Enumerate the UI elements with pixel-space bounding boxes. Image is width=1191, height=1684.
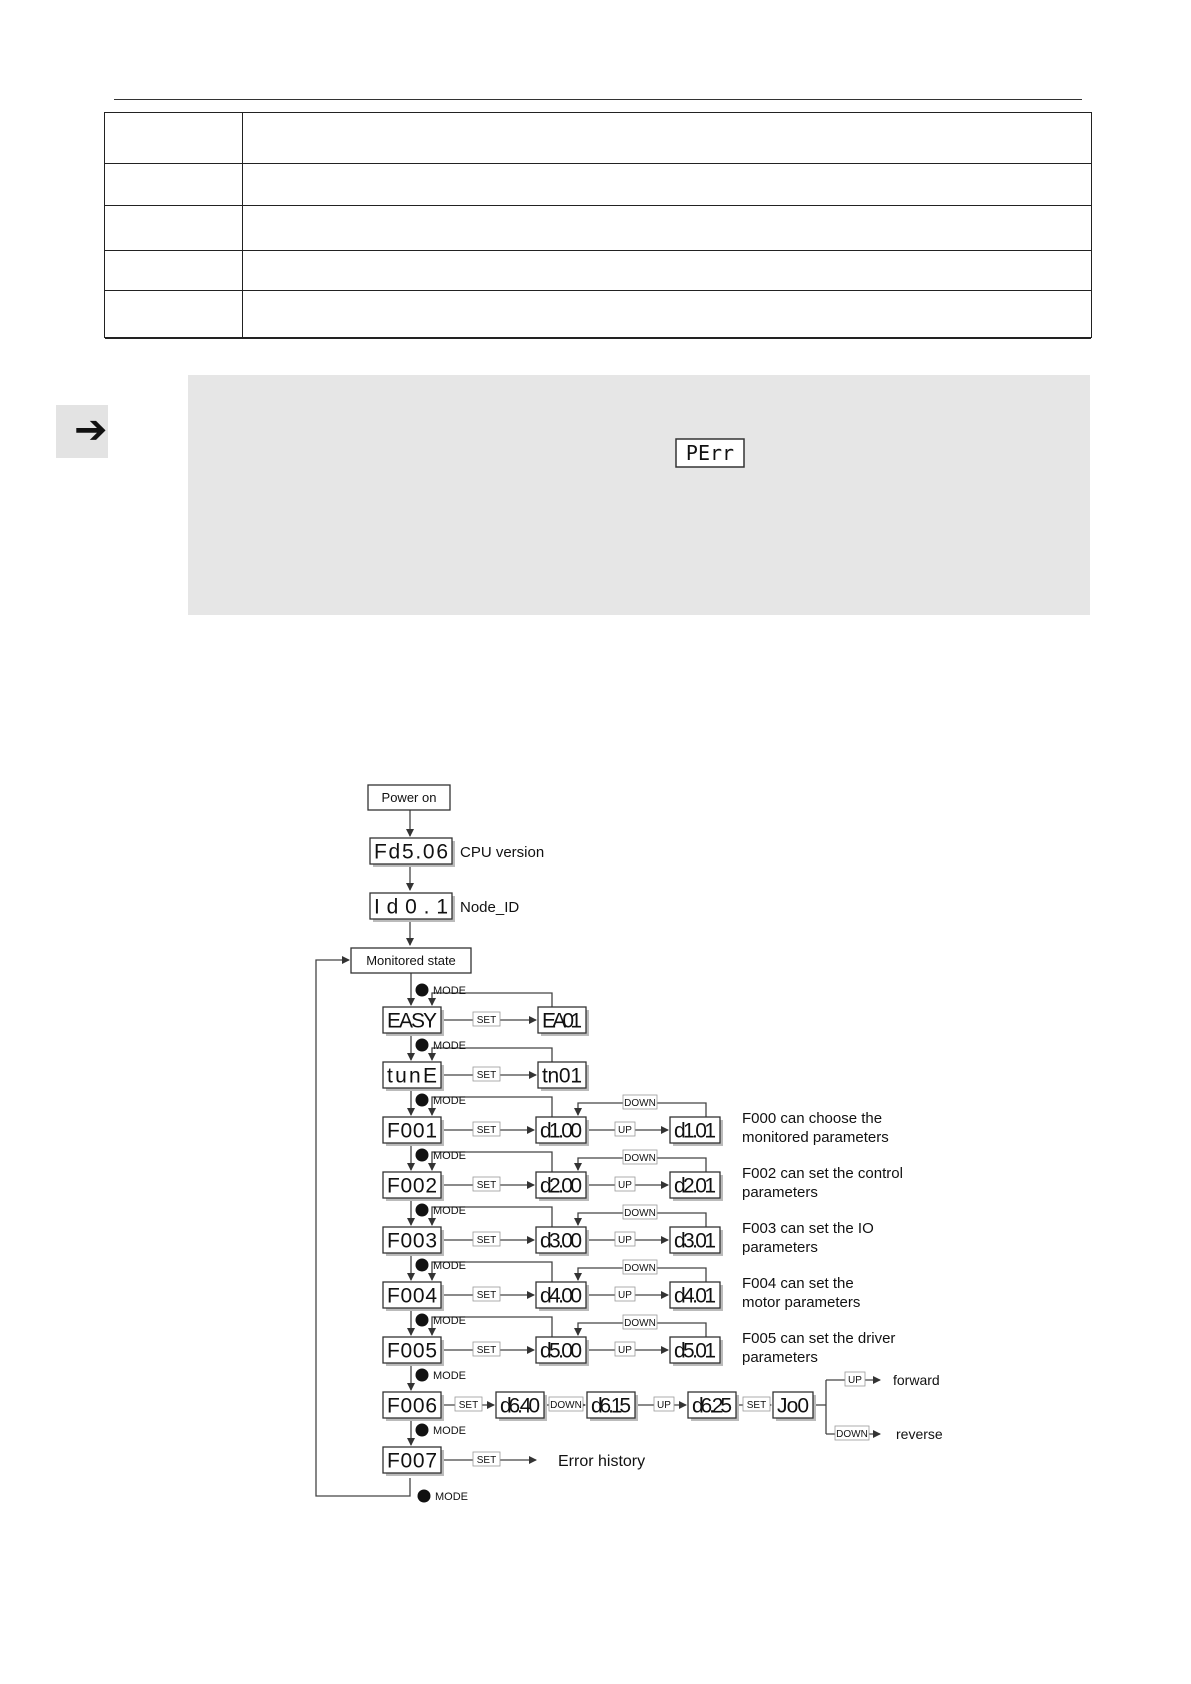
f006-display-text: F006 — [387, 1394, 437, 1418]
f002-b-display-text: d2.01 — [674, 1174, 716, 1198]
f003-up-tag-text: UP — [618, 1235, 632, 1246]
f004-a-display-text: d4.00 — [540, 1284, 582, 1308]
mode-f001-label: MODE — [433, 1095, 466, 1107]
f005-a-display-text: d5.00 — [540, 1339, 582, 1363]
f003-set-tag-text: SET — [476, 1235, 497, 1246]
f006-set-tag-text: SET — [458, 1400, 479, 1411]
mode-tune-label: MODE — [433, 1040, 466, 1052]
easy-display-text: EASY — [387, 1009, 437, 1033]
f006-a-display-text: d6.40 — [500, 1394, 540, 1418]
mode-f005-dot-icon — [416, 1314, 429, 1327]
f007-display-text: F007 — [387, 1449, 437, 1473]
f004-set-tag-text: SET — [476, 1290, 497, 1301]
f002-up-tag-text: UP — [618, 1180, 632, 1191]
f003-down-tag-text: DOWN — [624, 1208, 656, 1219]
mode-final-dot-icon — [418, 1490, 431, 1503]
mode-f005-label: MODE — [433, 1315, 466, 1327]
mode-f004-label: MODE — [433, 1260, 466, 1272]
f005-desc-line2: parameters — [742, 1349, 818, 1366]
f006-down-tag-text: DOWN — [550, 1400, 582, 1411]
f002-down-tag-text: DOWN — [624, 1153, 656, 1164]
f006-jog-display-text: Jo0 — [777, 1394, 809, 1418]
f005-up-tag-text: UP — [618, 1345, 632, 1356]
f005-display-text: F005 — [387, 1339, 437, 1363]
f003-desc-line2: parameters — [742, 1239, 818, 1256]
f007-error-label: Error history — [558, 1453, 646, 1470]
right-arrow-icon: ➔ — [74, 407, 108, 453]
tune-display-text: tunE — [387, 1064, 437, 1088]
f003-a-display-text: d3.00 — [540, 1229, 582, 1253]
cpu-version-display-text: Fd5.06 — [374, 840, 448, 864]
f003-desc-line1: F003 can set the IO — [742, 1220, 874, 1237]
f004-desc-line2: motor parameters — [742, 1294, 861, 1311]
mode-f006-label: MODE — [433, 1370, 466, 1382]
f005-b-display-text: d5.01 — [674, 1339, 716, 1363]
f004-down-tag-text: DOWN — [624, 1263, 656, 1274]
mode-f003-dot-icon — [416, 1204, 429, 1217]
mode-f007-label: MODE — [433, 1425, 466, 1437]
f001-desc-line2: monitored parameters — [742, 1129, 889, 1146]
f002-a-display-text: d2.00 — [540, 1174, 582, 1198]
mode-f004-dot-icon — [416, 1259, 429, 1272]
f006-fwd-up-tag-text: UP — [848, 1375, 862, 1386]
node-id-display-text: Id0.1 — [374, 895, 448, 919]
mode-easy-dot-icon — [416, 984, 429, 997]
f006-reverse-label: reverse — [896, 1426, 943, 1442]
f001-b-display-text: d1.01 — [674, 1119, 716, 1143]
monitored-state-box-label: Monitored state — [366, 953, 456, 969]
f004-b-display-text: d4.01 — [674, 1284, 716, 1308]
f002-desc-line1: F002 can set the control — [742, 1165, 903, 1182]
f005-desc-line1: F005 can set the driver — [742, 1330, 896, 1347]
f004-up-tag-text: UP — [618, 1290, 632, 1301]
f001-up-tag-text: UP — [618, 1125, 632, 1136]
mode-f007-dot-icon — [416, 1424, 429, 1437]
cpu-version-label: CPU version — [460, 844, 545, 861]
f006-rev-down-tag-text: DOWN — [836, 1429, 868, 1440]
f003-b-display-text: d3.01 — [674, 1229, 716, 1253]
tune-set-tag-text: SET — [476, 1070, 497, 1081]
mode-tune-dot-icon — [416, 1039, 429, 1052]
mode-f001-dot-icon — [416, 1094, 429, 1107]
f001-display-text: F001 — [387, 1119, 437, 1143]
f006-forward-label: forward — [893, 1372, 940, 1388]
node-id-label: Node_ID — [460, 899, 520, 916]
f002-display-text: F002 — [387, 1174, 437, 1198]
f004-display-text: F004 — [387, 1284, 437, 1308]
f006-up-tag-text: UP — [657, 1400, 671, 1411]
f001-down-tag-text: DOWN — [624, 1098, 656, 1109]
f005-down-tag-text: DOWN — [624, 1318, 656, 1329]
easy-set-tag-text: SET — [476, 1015, 497, 1026]
f002-set-tag-text: SET — [476, 1180, 497, 1191]
mode-final-label: MODE — [435, 1491, 468, 1503]
f006-b-display-text: d6.15 — [591, 1394, 631, 1418]
f001-desc-line1: F000 can choose the — [742, 1110, 883, 1127]
easy-sub-display-text: EA01 — [542, 1009, 582, 1033]
mode-f003-label: MODE — [433, 1205, 466, 1217]
f005-set-tag-text: SET — [476, 1345, 497, 1356]
f007-set-tag-text: SET — [476, 1455, 497, 1466]
mode-easy-label: MODE — [433, 985, 466, 997]
mode-f002-label: MODE — [433, 1150, 466, 1162]
f001-set-tag-text: SET — [476, 1125, 497, 1136]
f004-desc-line1: F004 can set the — [742, 1275, 854, 1292]
f001-a-display-text: d1.00 — [540, 1119, 582, 1143]
mode-f006-dot-icon — [416, 1369, 429, 1382]
f003-display-text: F003 — [387, 1229, 437, 1253]
f006-c-display-text: d6.25 — [692, 1394, 732, 1418]
mode-f002-dot-icon — [416, 1149, 429, 1162]
power-on-box-label: Power on — [381, 790, 437, 806]
f002-desc-line2: parameters — [742, 1184, 818, 1201]
f006-set2-tag-text: SET — [746, 1400, 767, 1411]
tune-sub-display-text: tn01 — [542, 1064, 582, 1088]
perr-display-text: PErr — [685, 441, 735, 465]
